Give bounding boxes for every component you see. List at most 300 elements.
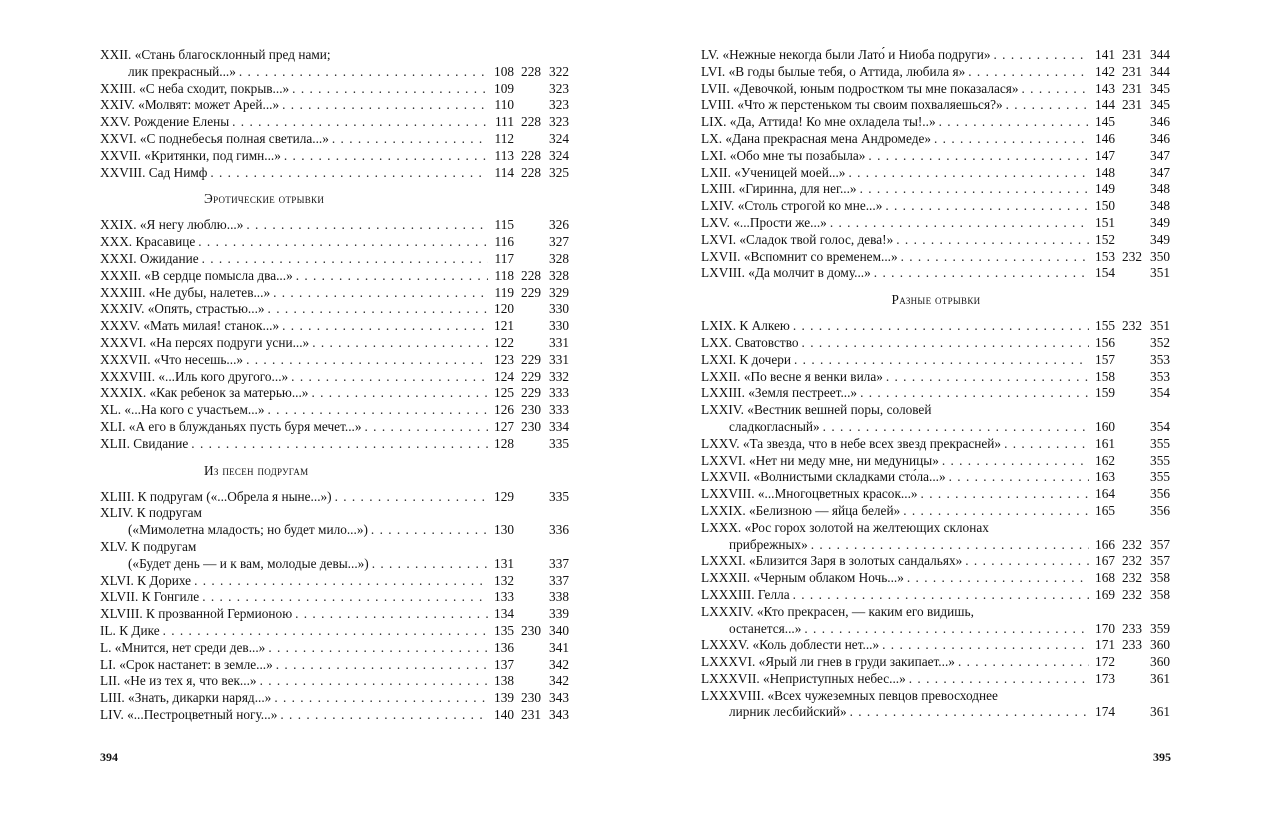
entry-title: XLVI. К Дорихе: [100, 572, 192, 588]
page-commentary: 342: [549, 656, 569, 672]
page-commentary: 335: [549, 488, 569, 504]
toc-entry: [100, 419, 570, 436]
page-text: 172: [1095, 654, 1115, 670]
toc-entry: [701, 232, 1171, 249]
page-text: 173: [1095, 670, 1115, 686]
dot-leader: [793, 587, 1089, 604]
page-commentary: 330: [549, 318, 569, 334]
entry-title: XLV. К подругам: [100, 538, 197, 554]
dot-leader: [860, 181, 1089, 198]
page-commentary: 345: [1150, 80, 1170, 96]
page-notes: 231: [1122, 63, 1142, 79]
dot-leader: [804, 621, 1089, 638]
page-notes: 228: [521, 267, 541, 283]
page-commentary: 343: [549, 690, 569, 706]
page-text: 155: [1095, 318, 1115, 334]
dot-leader: [202, 251, 488, 268]
page-text: 140: [494, 706, 514, 722]
dot-leader: [239, 64, 488, 81]
toc-entry: [100, 131, 570, 148]
page-text: 112: [494, 130, 514, 146]
toc-entry: [100, 217, 570, 234]
page-commentary: 358: [1150, 570, 1170, 586]
page-notes: 231: [1122, 47, 1142, 62]
toc-entry: [701, 198, 1171, 215]
page-text: 119: [494, 284, 514, 300]
dot-leader: [372, 556, 488, 573]
page-notes: 228: [521, 114, 541, 130]
page-commentary: 333: [549, 385, 569, 401]
page-text: 154: [1095, 265, 1115, 281]
page-commentary: 357: [1150, 553, 1170, 569]
page-text: 109: [494, 80, 514, 96]
page-commentary: 346: [1150, 114, 1170, 130]
page-text: 124: [494, 368, 514, 384]
page-commentary: 354: [1150, 385, 1170, 401]
dot-leader: [958, 654, 1089, 671]
page-notes: 232: [1122, 318, 1142, 334]
page-text: 108: [494, 63, 514, 79]
page-commentary: 323: [549, 97, 569, 113]
page-text: 136: [494, 639, 514, 655]
dot-leader: [886, 369, 1089, 386]
page-commentary: 361: [1150, 704, 1170, 720]
page-commentary: 339: [549, 606, 569, 622]
toc-entry-continuation: [100, 64, 570, 81]
page-commentary: 348: [1150, 181, 1170, 197]
dot-leader: [371, 522, 488, 539]
toc-entry: [701, 637, 1171, 654]
page-text: 157: [1095, 351, 1115, 367]
page-text: 110: [494, 97, 514, 113]
toc-entry: [701, 165, 1171, 182]
dot-leader: [1004, 436, 1089, 453]
toc-entry: [100, 251, 570, 268]
entry-title: LXXVI. «Нет ни меду мне, ни медуницы»: [701, 452, 939, 468]
toc-entry: [100, 505, 570, 522]
entry-title: XLIII. К подругам («...Обрела я ныне...»): [100, 488, 332, 504]
entry-title: XXII. «Стань благосклонный пред нами;: [100, 47, 331, 62]
entry-title: XXXIII. «Не дубы, налетев...»: [100, 284, 271, 300]
page-text: 163: [1095, 469, 1115, 485]
dot-leader: [811, 537, 1089, 554]
toc-entry: [701, 131, 1171, 148]
dot-leader: [268, 640, 488, 657]
dot-leader: [909, 671, 1089, 688]
entry-title: XXV. Рождение Елены: [100, 114, 230, 130]
entry-title: сладкогласный»: [729, 418, 820, 434]
toc-entry: [701, 453, 1171, 470]
page-text: 141: [1095, 47, 1115, 62]
toc-entry: [701, 688, 1171, 705]
toc-entry: [100, 81, 570, 98]
dot-leader: [282, 97, 488, 114]
dot-leader: [823, 419, 1089, 436]
page-commentary: 334: [549, 418, 569, 434]
toc-entry: [701, 215, 1171, 232]
page-commentary: 336: [549, 522, 569, 538]
dot-leader: [191, 436, 488, 453]
entry-title: LXXX. «Рос горох золотой на желтеющих склонах: [701, 519, 989, 535]
toc-entry: [100, 489, 570, 506]
page-notes: 229: [521, 368, 541, 384]
page-commentary: 354: [1150, 418, 1170, 434]
dot-leader: [848, 165, 1089, 182]
toc-entry: [701, 97, 1171, 114]
page-commentary: 335: [549, 435, 569, 451]
page-commentary: 349: [1150, 231, 1170, 247]
page-commentary: 331: [549, 351, 569, 367]
dot-leader: [907, 570, 1089, 587]
entry-title: LXXIV. «Вестник вешней поры, соловей: [701, 402, 932, 418]
toc-entry: [100, 369, 570, 386]
dot-leader: [939, 114, 1089, 131]
page-commentary: 338: [549, 589, 569, 605]
page-text: 127: [494, 418, 514, 434]
entry-title: XXIV. «Молвят: может Арей...»: [100, 97, 280, 113]
entry-title: LXV. «...Прости же...»: [701, 214, 827, 230]
entry-title: LII. «Не из тех я, что век...»: [100, 673, 257, 689]
page-text: 146: [1095, 130, 1115, 146]
toc-entry: [100, 573, 570, 590]
entry-title: LXXXVIII. «Всех чужеземных певцов превосходнее: [701, 687, 998, 703]
entry-title: LXIII. «Гиринна, для нег...»: [701, 181, 857, 197]
toc-entry: [100, 623, 570, 640]
entry-title: LXXXIII. Гелла: [701, 586, 790, 602]
page-commentary: 353: [1150, 368, 1170, 384]
dot-leader: [268, 402, 488, 419]
page-commentary: 343: [549, 706, 569, 722]
dot-leader: [830, 215, 1089, 232]
page-notes: 231: [521, 706, 541, 722]
dot-leader: [284, 148, 488, 165]
toc-entry: [100, 97, 570, 114]
toc-entry: [701, 469, 1171, 486]
toc-entry: [100, 268, 570, 285]
entry-title: XLIV. К подругам: [100, 505, 202, 521]
page-commentary: 340: [549, 622, 569, 638]
toc-entry: [100, 436, 570, 453]
dot-leader: [295, 606, 488, 623]
toc-entry: [100, 234, 570, 251]
page-commentary: 329: [549, 284, 569, 300]
entry-title: XXXVI. «На персях подруги усни...»: [100, 334, 310, 350]
page-text: 144: [1095, 97, 1115, 113]
dot-leader: [210, 165, 488, 182]
toc-entry: [701, 181, 1171, 198]
page-commentary: 324: [549, 130, 569, 146]
entry-title: LXXV. «Та звезда, что в небе всех звезд прекрасней»: [701, 435, 1002, 451]
page-commentary: 344: [1150, 47, 1170, 62]
dot-leader: [282, 318, 488, 335]
entry-title: лик прекрасный...»: [128, 63, 236, 79]
dot-leader: [921, 486, 1089, 503]
page-text: 111: [495, 114, 514, 130]
page-commentary: 359: [1150, 620, 1170, 636]
entry-title: останется...»: [729, 620, 802, 636]
page-number-right: 395: [1153, 750, 1171, 764]
section-heading: Эротические отрывки: [204, 191, 325, 207]
page-text: 151: [1095, 214, 1115, 230]
entry-title: LV. «Нежные некогда были Лато́ и Ниоба подруги»: [701, 47, 991, 62]
dot-leader: [280, 707, 488, 724]
entry-title: LXXIX. «Белизною — яйца белей»: [701, 502, 901, 518]
entry-title: LXIX. К Алкею: [701, 318, 790, 334]
dot-leader: [896, 232, 1089, 249]
dot-leader: [868, 148, 1089, 165]
page-commentary: 356: [1150, 486, 1170, 502]
toc-entry: [701, 436, 1171, 453]
page-commentary: 348: [1150, 198, 1170, 214]
entry-title: XXVIII. Сад Нимф: [100, 164, 208, 180]
entry-title: LXXIII. «Земля пестреет...»: [701, 385, 858, 401]
page-commentary: 322: [549, 63, 569, 79]
toc-entry: [701, 402, 1171, 419]
toc-entry-continuation: [100, 522, 570, 539]
page-notes: 229: [521, 284, 541, 300]
dot-leader: [949, 469, 1089, 486]
toc-entry: [701, 570, 1171, 587]
dot-leader: [274, 690, 488, 707]
right-page: [701, 0, 1171, 830]
toc-list-right: [701, 47, 1171, 721]
toc-entry: [100, 335, 570, 352]
entry-title: LXX. Сватовство: [701, 334, 799, 350]
dot-leader: [850, 704, 1089, 721]
page-commentary: 355: [1150, 435, 1170, 451]
entry-title: LIX. «Да, Аттида! Ко мне охладела ты!..»: [701, 114, 936, 130]
toc-entry: [701, 369, 1171, 386]
toc-entry-continuation: [701, 537, 1171, 554]
dot-leader: [292, 81, 488, 98]
dot-leader: [273, 285, 488, 302]
page-commentary: 324: [549, 147, 569, 163]
page-text: 147: [1095, 147, 1115, 163]
page-commentary: 331: [549, 334, 569, 350]
page-text: 121: [494, 318, 514, 334]
page-commentary: 337: [549, 555, 569, 571]
page-text: 125: [494, 385, 514, 401]
entry-title: LXXXII. «Черным облаком Ночь...»: [701, 570, 904, 586]
entry-title: LXXXIV. «Кто прекрасен, — каким его видишь,: [701, 603, 974, 619]
toc-entry: [100, 301, 570, 318]
page-commentary: 332: [549, 368, 569, 384]
toc-entry: [100, 673, 570, 690]
toc-entry: [701, 385, 1171, 402]
dot-leader: [163, 623, 488, 640]
entry-title: XXXVII. «Что несешь...»: [100, 351, 244, 367]
page-text: 117: [494, 250, 514, 266]
toc-entry: [100, 318, 570, 335]
toc-entry: [100, 148, 570, 165]
page-text: 158: [1095, 368, 1115, 384]
dot-leader: [794, 352, 1089, 369]
page-commentary: 337: [549, 572, 569, 588]
toc-entry: [701, 604, 1171, 621]
page-text: 118: [494, 267, 514, 283]
toc-entry: [701, 114, 1171, 131]
toc-entry: [100, 385, 570, 402]
page-notes: 232: [1122, 570, 1142, 586]
page-text: 167: [1095, 553, 1115, 569]
page-notes: 231: [1122, 80, 1142, 96]
entry-title: LXXI. К дочери: [701, 351, 792, 367]
toc-entry: [100, 690, 570, 707]
page-commentary: 357: [1150, 536, 1170, 552]
page-text: 159: [1095, 385, 1115, 401]
dot-leader: [994, 47, 1089, 64]
entry-title: лирник лесбийский»: [729, 704, 847, 720]
entry-title: прибрежных»: [729, 536, 808, 552]
page-text: 132: [494, 572, 514, 588]
page-notes: 232: [1122, 248, 1142, 264]
page-text: 139: [494, 690, 514, 706]
page-commentary: 323: [549, 80, 569, 96]
page-notes: 232: [1122, 536, 1142, 552]
entry-title: XXXII. «В сердце помысла два...»: [100, 267, 293, 283]
entry-title: LXXII. «По весне я венки вила»: [701, 368, 883, 384]
entry-title: XLVII. К Гонгиле: [100, 589, 200, 605]
page-notes: 230: [521, 622, 541, 638]
toc-entry: [100, 707, 570, 724]
dot-leader: [332, 131, 488, 148]
entry-title: («Мимолетна младость; но будет мило...»): [128, 522, 368, 538]
dot-leader: [276, 657, 488, 674]
page-commentary: 353: [1150, 351, 1170, 367]
entry-title: LXI. «Обо мне ты позабыла»: [701, 147, 866, 163]
page-commentary: 349: [1150, 214, 1170, 230]
page-commentary: 330: [549, 301, 569, 317]
page-text: 170: [1095, 620, 1115, 636]
dot-leader: [312, 335, 488, 352]
entry-title: L. «Мнится, нет среди дев...»: [100, 639, 266, 655]
dot-leader: [296, 268, 488, 285]
page-commentary: 352: [1150, 334, 1170, 350]
page-text: 142: [1095, 63, 1115, 79]
page-commentary: 323: [549, 114, 569, 130]
toc-entry: [100, 539, 570, 556]
page-text: 122: [494, 334, 514, 350]
entry-title: XL. «...На кого с участьем...»: [100, 402, 265, 418]
entry-title: XXXI. Ожидание: [100, 250, 199, 266]
page-notes: 233: [1122, 620, 1142, 636]
page-text: 150: [1095, 198, 1115, 214]
entry-title: XLII. Свидание: [100, 435, 189, 451]
dot-leader: [232, 114, 488, 131]
section-heading: Разные отрывки: [891, 292, 981, 308]
toc-entry: [100, 352, 570, 369]
page-text: 149: [1095, 181, 1115, 197]
dot-leader: [260, 673, 488, 690]
page-text: 130: [494, 522, 514, 538]
page-text: 164: [1095, 486, 1115, 502]
page-text: 114: [494, 164, 514, 180]
page-commentary: 355: [1150, 469, 1170, 485]
entry-title: XLVIII. К прозванной Гермионою: [100, 606, 293, 622]
page-commentary: 342: [549, 673, 569, 689]
dot-leader: [268, 301, 488, 318]
toc-entry: [100, 114, 570, 131]
dot-leader: [335, 489, 488, 506]
toc-list-left: [100, 47, 570, 724]
entry-title: LX. «Дана прекрасная мена Андромеде»: [701, 130, 932, 146]
entry-title: LXXXVII. «Неприступных небес...»: [701, 670, 906, 686]
entry-title: LXII. «Ученицей моей...»: [701, 164, 846, 180]
page-text: 113: [494, 147, 514, 163]
toc-entry: [701, 654, 1171, 671]
page-text: 134: [494, 606, 514, 622]
page-commentary: 325: [549, 164, 569, 180]
page-commentary: 355: [1150, 452, 1170, 468]
entry-title: LXXXI. «Близится Заря в золотых сандальях»: [701, 553, 963, 569]
toc-entry: [701, 352, 1171, 369]
dot-leader: [291, 369, 488, 386]
toc-entry: [701, 335, 1171, 352]
entry-title: LVI. «В годы былые тебя, о Аттида, любила я»: [701, 63, 966, 79]
page-notes: 232: [1122, 586, 1142, 602]
toc-entry-continuation: [701, 704, 1171, 721]
page-text: 168: [1095, 570, 1115, 586]
entry-title: LXXVII. «Волнистыми складками сто́ла...»: [701, 469, 946, 485]
dot-leader: [1006, 97, 1089, 114]
page-text: 137: [494, 656, 514, 672]
toc-entry: [701, 520, 1171, 537]
entry-title: XXXIV. «Опять, страстью...»: [100, 301, 265, 317]
dot-leader: [942, 453, 1089, 470]
page-text: 126: [494, 402, 514, 418]
page-commentary: 356: [1150, 502, 1170, 518]
page-text: 166: [1095, 536, 1115, 552]
page-text: 120: [494, 301, 514, 317]
entry-title: LXVI. «Сладок твой голос, дева!»: [701, 231, 894, 247]
dot-leader: [311, 385, 488, 402]
page-text: 156: [1095, 334, 1115, 350]
page-commentary: 351: [1150, 318, 1170, 334]
dot-leader: [246, 352, 488, 369]
toc-entry: [701, 486, 1171, 503]
toc-entry-continuation: [701, 419, 1171, 436]
page-text: 143: [1095, 80, 1115, 96]
page-notes: 229: [521, 385, 541, 401]
dot-leader: [968, 64, 1089, 81]
dot-leader: [246, 217, 488, 234]
entry-title: XXIX. «Я негу люблю...»: [100, 217, 244, 233]
entry-title: («Будет день — и к вам, молодые девы...»): [128, 555, 369, 571]
page-commentary: 344: [1150, 63, 1170, 79]
dot-leader: [874, 265, 1089, 282]
toc-entry: [701, 148, 1171, 165]
toc-entry: [701, 81, 1171, 98]
toc-entry: [701, 47, 1171, 64]
page-commentary: 360: [1150, 654, 1170, 670]
page-notes: 228: [521, 63, 541, 79]
toc-entry: [100, 285, 570, 302]
toc-entry: [100, 657, 570, 674]
page-commentary: 326: [549, 217, 569, 233]
page-text: 165: [1095, 502, 1115, 518]
entry-title: LIV. «...Пестроцветный ногу...»: [100, 706, 278, 722]
page-text: 135: [494, 622, 514, 638]
page-text: 133: [494, 589, 514, 605]
dot-leader: [965, 553, 1089, 570]
page-notes: 233: [1122, 637, 1142, 653]
page-text: 131: [494, 555, 514, 571]
entry-title: XXIII. «С неба сходит, покрыв...»: [100, 80, 290, 96]
page-notes: 228: [521, 164, 541, 180]
page-text: 148: [1095, 164, 1115, 180]
dot-leader: [198, 234, 488, 251]
dot-leader: [903, 503, 1089, 520]
